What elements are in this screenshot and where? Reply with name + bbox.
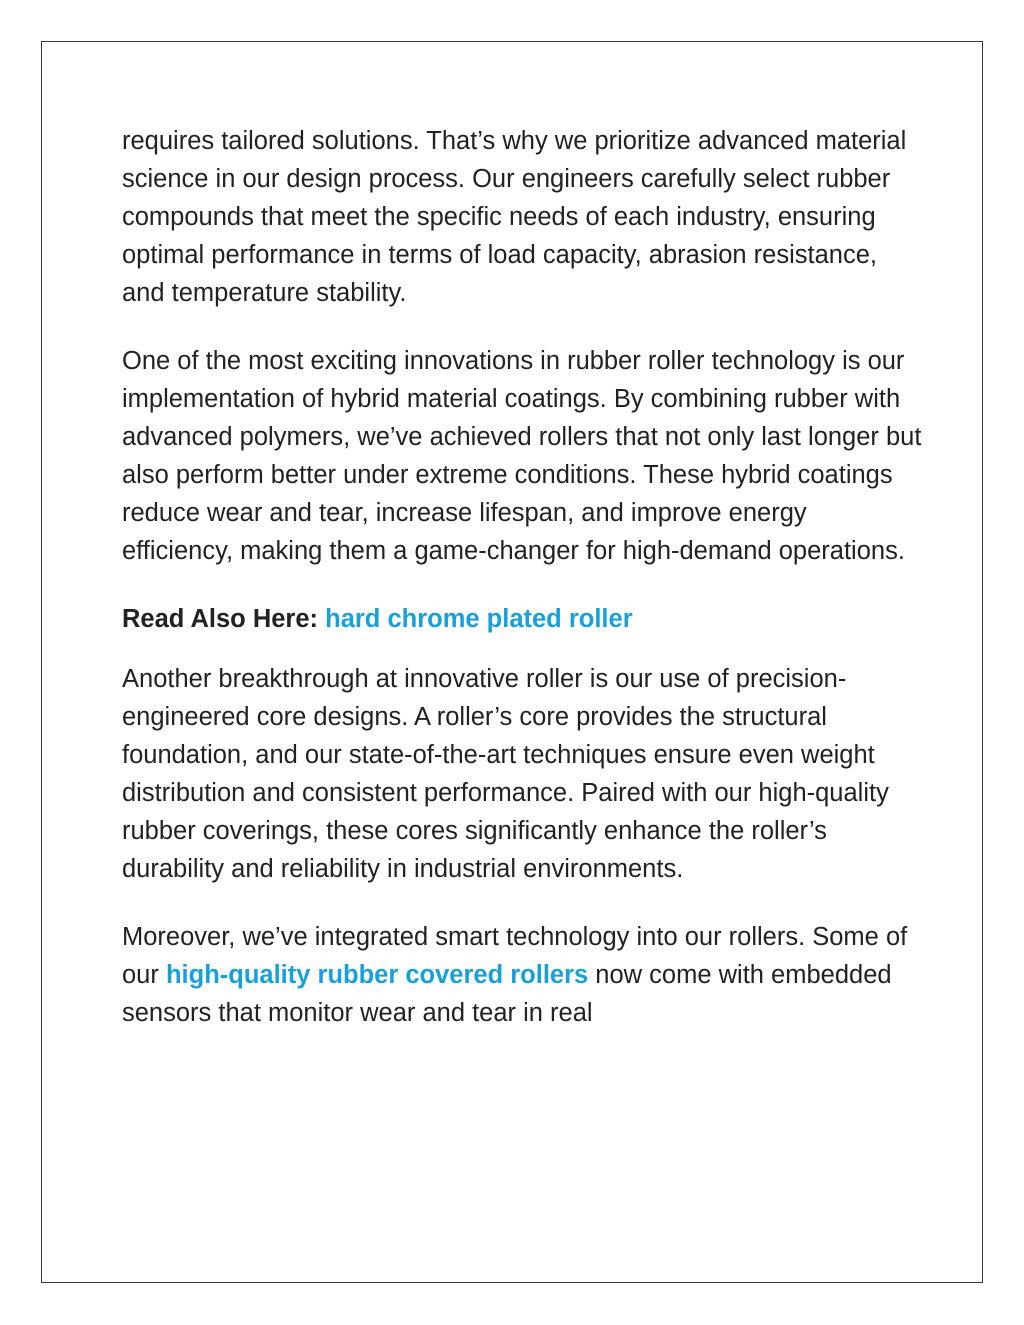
document-body: [122, 122, 922, 1062]
read-also-label: Read Also Here:: [122, 605, 319, 633]
paragraph-core-designs: Another breakthrough at innovative roller is our use of precision-engineered core designs. A roller’s core provides the structural foundation, and our state-of-the-art techniques ensure even weight distribution and consistent performance. Paired with our high-quality rubber coverings, these cores significantly enhance the roller’s durability and reliability in industrial environments.: [122, 665, 889, 883]
paragraph-hybrid-coatings: One of the most exciting innovations in rubber roller technology is our implementation of hybrid material coatings. By combining rubber with advanced polymers, we’ve achieved rollers that not only last longer but also perform better under extreme conditions. These hybrid coatings reduce wear and tear, increase lifespan, and improve energy efficiency, making them a game-changer for high-demand operations.: [122, 347, 922, 565]
document-page: [41, 41, 983, 1283]
rubber-covered-rollers-link[interactable]: high-quality rubber covered rollers: [165, 961, 589, 989]
paragraph-4-text-end: now come with embedded sensors that monitor wear and tear in real: [122, 961, 892, 1027]
paragraph-smart-technology: [122, 918, 922, 1032]
read-also-line: [122, 600, 922, 638]
paragraph-material-science: requires tailored solutions. That’s why we prioritize advanced material science in our design process. Our engineers carefully select rubber compounds that meet the specific needs of each industry, ensuring optimal performance in terms of load capacity, abrasion resistance, and temperature stability.: [122, 127, 907, 307]
paragraph-4-text-start: Moreover, we’ve integrated smart technology into our rollers. Some of our: [122, 923, 908, 989]
hard-chrome-roller-link[interactable]: hard chrome plated roller: [325, 605, 633, 633]
